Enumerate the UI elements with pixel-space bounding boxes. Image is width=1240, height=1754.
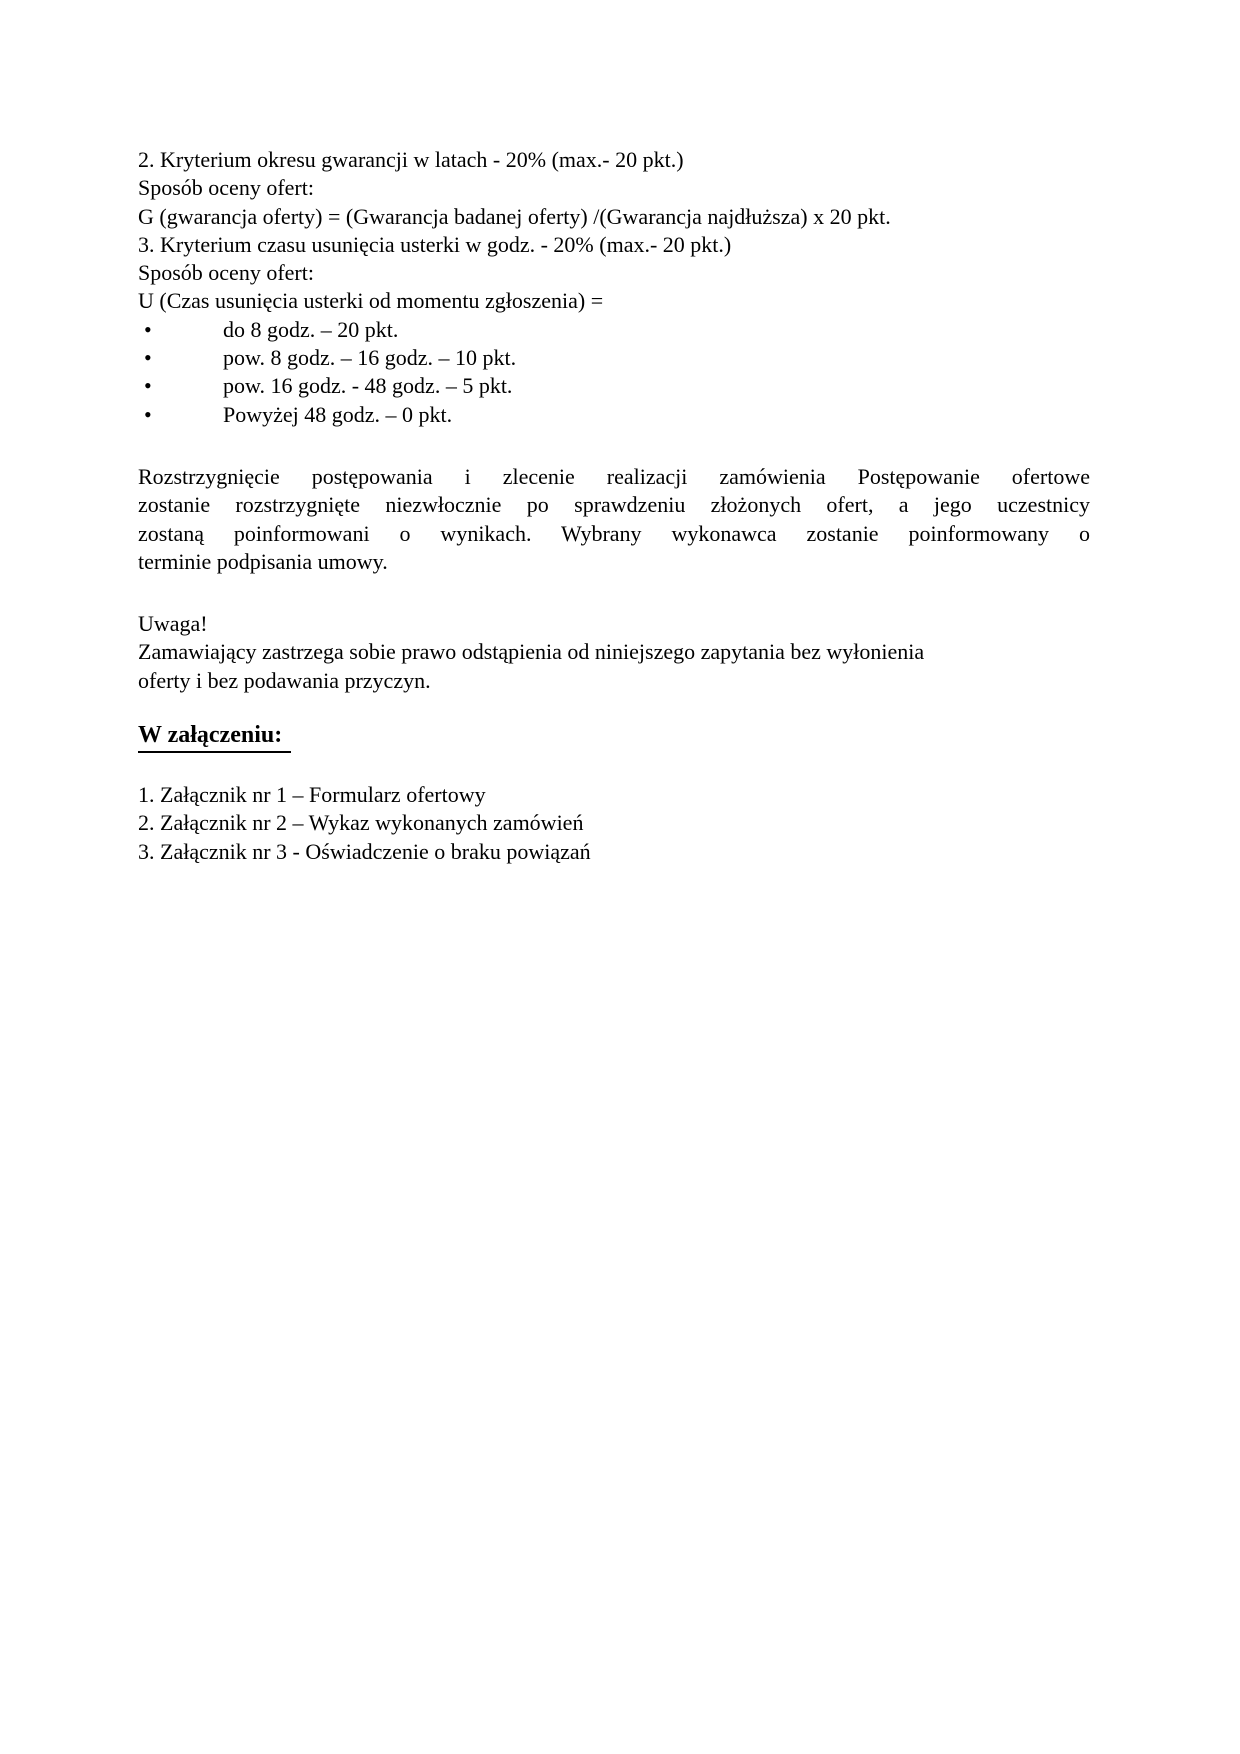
criteria-line-method-label-2: Sposób oceny ofert: bbox=[138, 260, 314, 286]
bullet-text: pow. 8 godz. – 16 godz. – 10 pkt. bbox=[223, 345, 517, 371]
attachments-list bbox=[138, 781, 1090, 866]
criteria-line-formula: G (gwarancja oferty) = (Gwarancja badanej oferty) /(Gwarancja najdłuższa) x 20 pkt. bbox=[138, 203, 891, 229]
criteria-line-u-definition: U (Czas usunięcia usterki od momentu zgłoszenia) = bbox=[138, 288, 604, 314]
attachments-heading: W załączeniu: bbox=[138, 720, 291, 753]
attachment-item: 1. Załącznik nr 1 – Formularz ofertowy bbox=[138, 782, 486, 808]
attachments-heading-row bbox=[138, 720, 1090, 753]
notice-line: Zamawiający zastrzega sobie prawo odstąpienia od niniejszego zapytania bez wyłonienia bbox=[138, 639, 925, 665]
bullet-item bbox=[138, 372, 1090, 400]
bullet-icon: • bbox=[144, 401, 152, 427]
paragraph-line: zostanie rozstrzygnięte niezwłocznie po sprawdzeniu złożonych ofert, a jego uczestnicy bbox=[138, 492, 1090, 518]
bullet-text: pow. 16 godz. - 48 godz. – 5 pkt. bbox=[223, 373, 513, 399]
criteria-line-repair-time: 3. Kryterium czasu usunięcia usterki w godz. - 20% (max.- 20 pkt.) bbox=[138, 231, 732, 257]
paragraph-line: Rozstrzygnięcie postępowania i zlecenie realizacji zamówienia Postępowanie ofertowe bbox=[138, 463, 1090, 489]
paragraph-line: zostaną poinformowani o wynikach. Wybrany wykonawca zostanie poinformowany o bbox=[138, 520, 1090, 546]
criteria-section bbox=[138, 146, 1090, 429]
attachment-item: 3. Załącznik nr 3 - Oświadczenie o braku powiązań bbox=[138, 838, 591, 864]
bullet-item bbox=[138, 316, 1090, 344]
bullet-item bbox=[138, 344, 1090, 372]
criteria-line-guarantee: 2. Kryterium okresu gwarancji w latach - 20% (max.- 20 pkt.) bbox=[138, 147, 684, 172]
bullet-text: Powyżej 48 godz. – 0 pkt. bbox=[223, 401, 453, 427]
paragraph-last-line: terminie podpisania umowy. bbox=[138, 548, 388, 574]
criteria-line-method-label: Sposób oceny ofert: bbox=[138, 175, 314, 201]
resolution-paragraph bbox=[138, 463, 1090, 576]
bullet-icon: • bbox=[144, 373, 152, 399]
notice-title: Uwaga! bbox=[138, 611, 208, 637]
bullet-icon: • bbox=[144, 316, 152, 342]
attachment-item: 2. Załącznik nr 2 – Wykaz wykonanych zamówień bbox=[138, 810, 584, 836]
notice-line: oferty i bez podawania przyczyn. bbox=[138, 667, 431, 693]
bullet-text: do 8 godz. – 20 pkt. bbox=[223, 316, 399, 342]
bullet-item bbox=[138, 401, 1090, 429]
bullet-icon: • bbox=[144, 345, 152, 371]
notice-section bbox=[138, 610, 1090, 695]
document-content bbox=[138, 146, 1090, 866]
